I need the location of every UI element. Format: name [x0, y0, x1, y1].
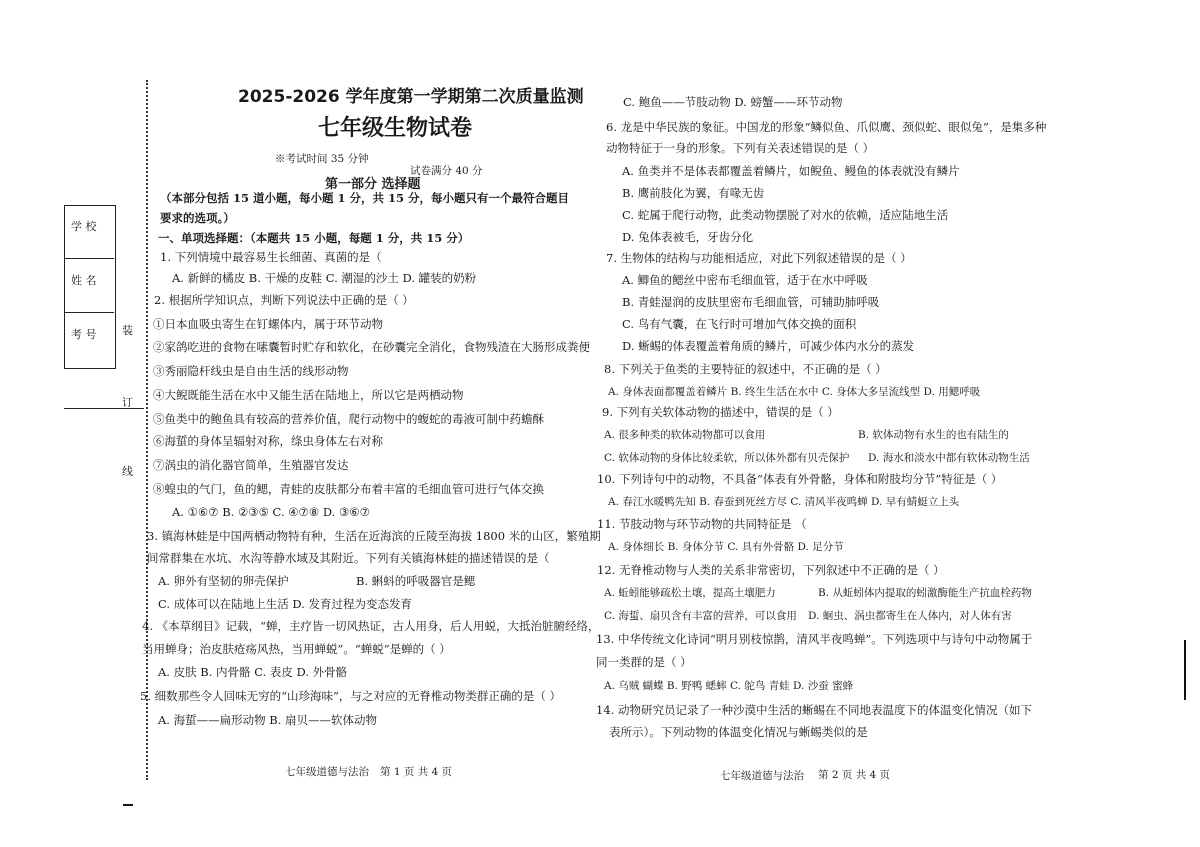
option-line: C. 成体可以在陆地上生活 D. 发育过程为变态发育 [158, 597, 412, 611]
part-note-cont: 要求的选项。） [160, 211, 235, 225]
statement-line: ②家鸽吃进的食物在嗉囊暂时贮存和软化，在砂囊完全消化，食物残渣在大肠形成粪便 [153, 340, 590, 354]
info-box-divider [64, 312, 114, 313]
scan-edge-mark [1184, 640, 1186, 700]
option-d: D. 蛔虫、涡虫都寄生在人体内，对人体有害 [808, 610, 1012, 622]
option-line: C. 蛇属于爬行动物，此类动物摆脱了对水的依赖，适应陆地生活 [622, 208, 949, 222]
scan-edge-mark [123, 804, 133, 806]
question-line: 4. 《本草纲目》记载，“蝉，主疗皆一切风热证，古人用身，后人用蜕，大抵治脏腑经络， [142, 619, 600, 633]
option-c: C. 软体动物的身体比较柔软，所以体外都有贝壳保护 [604, 452, 850, 464]
option-b: B. 从蚯蚓体内提取的蚓激酶能生产抗血栓药物 [818, 587, 1032, 599]
option-line: A. 身体表面都覆盖着鳞片 B. 终生生活在水中 C. 身体大多呈流线型 D. 用鳃呼吸 [608, 386, 981, 398]
binding-mark-ding: 订 [122, 396, 133, 409]
question-line: 7. 生物体的结构与功能相适应，对此下列叙述错误的是（ ） [606, 251, 912, 265]
statement-line: ⑧蝗虫的气门，鱼的鳃，青蛙的皮肤都分布着丰富的毛细血管可进行气体交换 [153, 482, 544, 496]
exam-title-year: 2025-2026 学年度第一学期第二次质量监测 [238, 87, 584, 107]
option-line: A. 鲫鱼的鳃丝中密布毛细血管，适于在水中呼吸 [622, 273, 868, 287]
exam-score: 试卷满分 40 分 [410, 165, 483, 177]
school-label: 学 校 [71, 220, 97, 233]
question-line: 5. 细数那些令人回味无穷的“山珍海味”，与之对应的无脊椎动物类群正确的是（ ） [140, 689, 562, 703]
question-line-cont: 当用蝉身；治皮肤疮疡风热，当用蝉蜕”。“蝉蜕”是蝉的（ ） [142, 642, 451, 656]
option-line: A. 身体细长 B. 身体分节 C. 具有外骨骼 D. 足分节 [608, 541, 844, 553]
binding-dotted-line [146, 80, 148, 780]
binding-mark-xian: 线 [122, 465, 133, 478]
question-line-cont: 同一类群的是（ ） [596, 655, 692, 669]
statement-line: ④大鲵既能生活在水中又能生活在陆地上，所以它是两栖动物 [153, 388, 464, 402]
question-line: 1. 下列情境中最容易生长细菌、真菌的是（ [160, 250, 382, 264]
statement-line: ⑤鱼类中的鲍鱼具有较高的营养价值，爬行动物中的蝮蛇的毒液可制中药蟾酥 [153, 412, 544, 426]
option-line: A. 鱼类并不是体表都覆盖着鳞片，如鲵鱼、鳗鱼的体表就没有鳞片 [622, 164, 960, 178]
option-line: B. 鹰前肢化为翼，有喙无齿 [622, 186, 765, 200]
option-b: B. 蝌蚪的呼吸器官是鳃 [356, 574, 476, 588]
footer-subject-left: 七年级道德与法治 [285, 766, 369, 778]
option-a: A. 蚯蚓能够疏松土壤，提高土壤肥力 [604, 587, 776, 599]
statement-line: ⑥海蜇的身体呈辐射对称，绦虫身体左右对称 [153, 434, 383, 448]
footer-page-left: 第 1 页 共 4 页 [380, 766, 453, 778]
option-line: D. 蜥蜴的体表覆盖着角质的鳞片，可减少体内水分的蒸发 [622, 339, 915, 353]
option-line: C. 鸟有气囊，在飞行时可增加气体交换的面积 [622, 317, 857, 331]
question-line: 12. 无脊椎动物与人类的关系非常密切，下列叙述中不正确的是（ ） [597, 563, 945, 577]
statement-line: ③秀丽隐杆线虫是自由生活的线形动物 [153, 364, 349, 378]
statement-line: ①日本血吸虫寄生在钉螺体内，属于环节动物 [153, 317, 383, 331]
option-line: A. 春江水暖鸭先知 B. 春蚕到死丝方尽 C. 清风半夜鸣蝉 D. 早有蜻蜓立上头 [608, 496, 960, 508]
binding-mark-zhuang: 装 [122, 324, 133, 337]
option-line: A. ①⑥⑦ B. ②③⑤ C. ④⑦⑧ D. ③⑥⑦ [172, 505, 370, 519]
option-line: A. 海蜇——扁形动物 B. 扇贝——软体动物 [158, 713, 378, 727]
name-label: 姓 名 [71, 274, 97, 287]
option-line: B. 青蛙湿润的皮肤里密布毛细血管，可辅助肺呼吸 [622, 295, 880, 309]
option-a: A. 卵外有坚韧的卵壳保护 [158, 574, 289, 588]
option-line: A. 新鲜的橘皮 B. 干燥的皮鞋 C. 潮湿的沙土 D. 罐装的奶粉 [172, 271, 477, 285]
question-line: 10. 下列诗句中的动物，不具备“体表有外骨骼，身体和附肢均分节”特征是（ ） [597, 472, 1003, 486]
question-line: 6. 龙是中华民族的象征。中国龙的形象“鳞似鱼、爪似鹰、颈似蛇、眼似兔”，是集多种 [606, 120, 1047, 134]
option-line: D. 兔体表被毛，牙齿分化 [622, 230, 754, 244]
option-line: A. 乌贼 蝴蝶 B. 野鸭 蟋蟀 C. 鸵鸟 青蛙 D. 沙蚕 蜜蜂 [604, 680, 854, 692]
option-line: A. 皮肤 B. 内骨骼 C. 表皮 D. 外骨骼 [158, 665, 348, 679]
part-title: 第一部分 选择题 [325, 177, 421, 192]
question-line: 11. 节肢动物与环节动物的共同特征是 （ [597, 517, 807, 531]
footer-page-right: 第 2 页 共 4 页 [818, 769, 891, 781]
question-line: 14. 动物研究员记录了一种沙漠中生活的蜥蜴在不同地表温度下的体温变化情况（如下 [596, 703, 1032, 717]
option-c: C. 海蜇、扇贝含有丰富的营养，可以食用 [604, 610, 797, 622]
option-a: A. 很多种类的软体动物都可以食用 [604, 429, 766, 441]
question-line: 8. 下列关于鱼类的主要特征的叙述中，不正确的是（ ） [604, 362, 887, 376]
info-box-divider [64, 258, 114, 259]
question-line: 3. 镇海林蛙是中国两栖动物特有种，生活在近海滨的丘陵至海拔 1800 米的山区，繁殖期 [147, 529, 601, 543]
option-b: B. 软体动物有水生的也有陆生的 [858, 429, 1009, 441]
question-line: 13. 中华传统文化诗词“明月别枝惊鹊，清风半夜鸣蝉”。下列选项中与诗句中动物属于 [596, 632, 1033, 646]
option-line: C. 鲍鱼——节肢动物 D. 螃蟹——环节动物 [623, 95, 843, 109]
section-title: 一、单项选择题：（本题共 15 小题，每题 1 分，共 15 分） [158, 231, 470, 245]
question-line: 2. 根据所学知识点，判断下列说法中正确的是（ ） [154, 293, 414, 307]
exam-title-subject: 七年级生物试卷 [318, 116, 473, 141]
part-note: （本部分包括 15 道小题，每小题 1 分，共 15 分，每小题只有一个最符合题目 [160, 191, 570, 205]
footer-subject-right: 七年级道德与法治 [720, 770, 804, 782]
question-line-cont: 动物特征于一身的形象。下列有关表述错误的是（ ） [606, 141, 875, 155]
option-d: D. 海水和淡水中都有软体动物生活 [868, 452, 1030, 464]
question-line-cont: 间常群集在水坑、水沟等静水域及其附近。下列有关镇海林蛙的描述错误的是（ [147, 551, 550, 565]
exam-time: ※考试时间 35 分钟 [275, 153, 369, 165]
exam-number-label: 考 号 [71, 328, 97, 341]
question-line: 9. 下列有关软体动物的描述中，错误的是（ ） [602, 405, 839, 419]
question-line-cont: 表所示）。下列动物的体温变化情况与蜥蜴类似的是 [609, 725, 868, 739]
statement-line: ⑦涡虫的消化器官简单，生殖器官发达 [153, 458, 349, 472]
